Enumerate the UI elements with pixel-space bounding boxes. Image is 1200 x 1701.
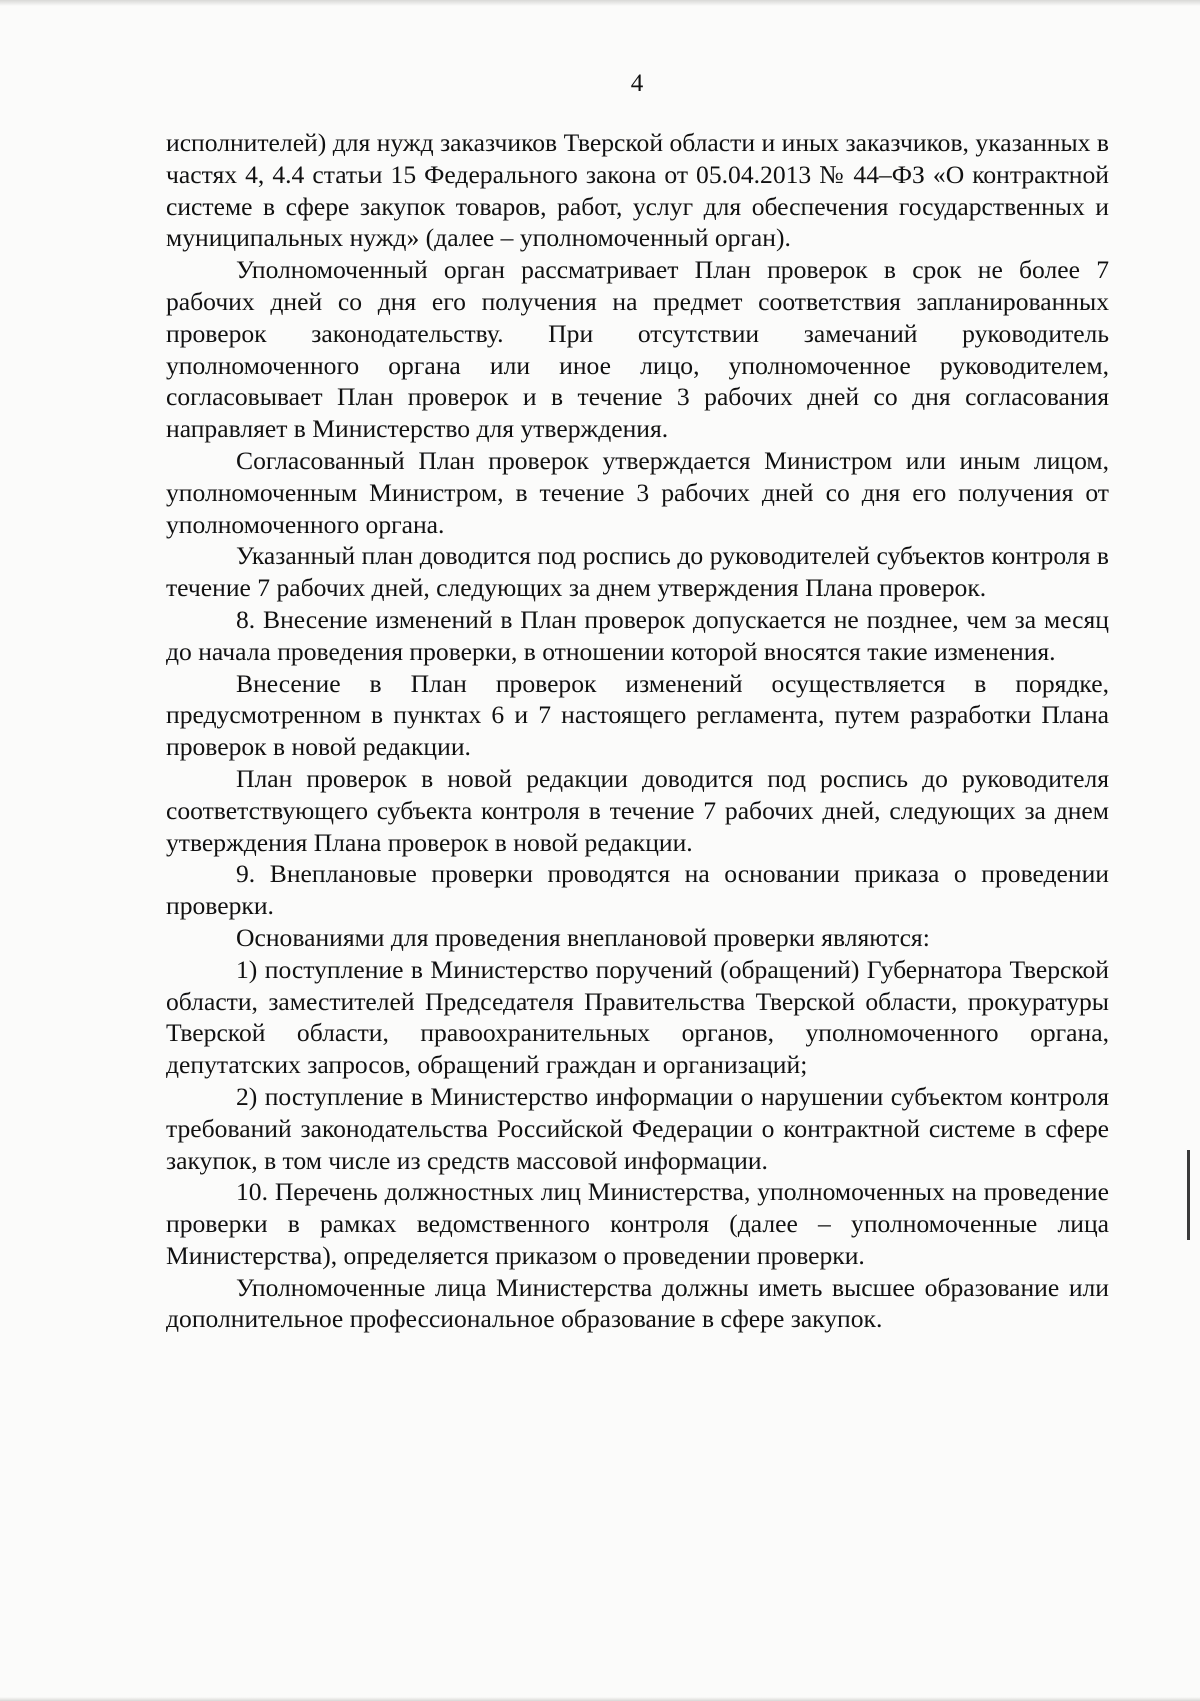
list-item-2: 2) поступление в Министерство информации о нарушении субъектом контроля требований законодательства Российской Федерации о контрактной системе в сфере закупок, в том числе из средств массовой информации. (166, 1081, 1109, 1175)
list-item-1: 1) поступление в Министерство поручений (обращений) Губернатора Тверской области, заместителей Председателя Правительства Тверской области, прокуратуры Тверской области, правоохранительных органов, уполномоченного органа, депутатских запросов, обращений граждан и организаций; (166, 954, 1109, 1080)
scan-edge-mark (1187, 1150, 1190, 1240)
paragraph: Основаниями для проведения внеплановой проверки являются: (236, 922, 930, 952)
paragraph: Уполномоченный орган рассматривает План проверок в срок не более 7 рабочих дней со дня его получения на предмет соответствия запланированных проверок законодательству. При отсутствии замечаний руководитель уполномоченного органа или иное лицо, уполномоченное руководителем, согласовывает План проверок и в течение 3 рабочих дней со дня согласования направляет в Министерство для утверждения. (166, 255, 1109, 444)
paragraph-continuation: исполнителей) для нужд заказчиков Тверской области и иных заказчиков, указанных в частях 4, 4.4 статьи 15 Федерального закона от 05.04.2013 № 44–ФЗ «О контрактной системе в сфере закупок товаров, работ, услуг для обеспечения государственных и муниципальных нужд» (далее – уполномоченный орган). (166, 128, 1109, 253)
paragraph: Согласованный План проверок утверждается Министром или иным лицом, уполномоченным Министром, в течение 3 рабочих дней со дня его получения от уполномоченного органа. (166, 445, 1109, 539)
document-body (166, 127, 1109, 1335)
paragraph: Указанный план доводится под роспись до руководителей субъектов контроля в течение 7 рабочих дней, следующих за днем утверждения Плана проверок. (166, 541, 1109, 603)
scan-edge-top (0, 0, 1200, 6)
paragraph: Внесение в План проверок изменений осуществляется в порядке, предусмотренном в пунктах 6 и 7 настоящего регламента, путем разработки Плана проверок в новой редакции. (166, 668, 1109, 762)
scan-edge-bottom (0, 1697, 1200, 1701)
paragraph-item-10: 10. Перечень должностных лиц Министерства, уполномоченных на проведение проверки в рамках ведомственного контроля (далее – уполномоченные лица Министерства), определяется приказом о проведении проверки. (166, 1177, 1109, 1270)
paragraph: План проверок в новой редакции доводится под роспись до руководителя соответствующего субъекта контроля в течение 7 рабочих дней, следующих за днем утверждения Плана проверок в новой редакции. (166, 763, 1109, 857)
paragraph: Уполномоченные лица Министерства должны иметь высшее образование или дополнительное профессиональное образование в сфере закупок. (166, 1272, 1109, 1334)
paragraph-item-8: 8. Внесение изменений в План проверок допускается не позднее, чем за месяц до начала проведения проверки, в отношении которой вносятся такие изменения. (166, 604, 1109, 666)
paragraph-item-9: 9. Внеплановые проверки проводятся на основании приказа о проведении проверки. (166, 859, 1109, 921)
page-number: 4 (630, 70, 644, 97)
